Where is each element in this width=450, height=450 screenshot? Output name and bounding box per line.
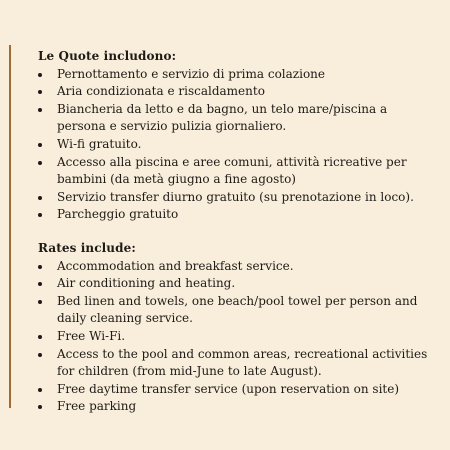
english-list bbox=[38, 258, 430, 416]
bullet-icon bbox=[38, 265, 42, 269]
bullet-icon bbox=[38, 335, 42, 339]
bullet-icon bbox=[38, 161, 42, 165]
list-item bbox=[38, 328, 430, 346]
italian-section bbox=[38, 48, 430, 224]
bullet-icon bbox=[38, 405, 42, 409]
accent-bar bbox=[9, 45, 11, 408]
list-item-text: Aria condizionata e riscaldamento bbox=[57, 84, 265, 99]
bullet-icon bbox=[38, 353, 42, 357]
list-item bbox=[38, 293, 430, 328]
italian-list bbox=[38, 66, 430, 224]
list-item-text: Access to the pool and common areas, recreational activities for children (from mid-June to late August). bbox=[57, 346, 428, 379]
list-item bbox=[38, 398, 430, 416]
list-item-text: Free parking bbox=[57, 399, 137, 414]
list-item-text: Parcheggio gratuito bbox=[57, 207, 179, 222]
list-item-text: Accommodation and breakfast service. bbox=[57, 258, 294, 273]
list-item bbox=[38, 381, 430, 399]
list-item bbox=[38, 154, 430, 189]
bullet-icon bbox=[38, 300, 42, 304]
list-item bbox=[38, 206, 430, 224]
list-item bbox=[38, 275, 430, 293]
list-item bbox=[38, 66, 430, 84]
bullet-icon bbox=[38, 213, 42, 217]
list-item bbox=[38, 258, 430, 276]
list-item-text: Air conditioning and heating. bbox=[57, 276, 236, 291]
english-section bbox=[38, 240, 430, 416]
list-item-text: Wi-fi gratuito. bbox=[57, 136, 142, 151]
list-item bbox=[38, 83, 430, 101]
list-item-text: Bed linen and towels, one beach/pool towel per person and daily cleaning service. bbox=[57, 293, 418, 326]
list-item-text: Free Wi-Fi. bbox=[57, 328, 126, 343]
list-item-text: Pernottamento e servizio di prima colazione bbox=[57, 66, 326, 81]
section-divider bbox=[38, 224, 430, 240]
bullet-icon bbox=[38, 73, 42, 77]
italian-section-title: Le Quote includono: bbox=[38, 49, 177, 63]
list-item-text: Servizio transfer diurno gratuito (su prenotazione in loco). bbox=[57, 189, 414, 204]
list-item-text: Biancheria da letto e da bagno, un telo mare/piscina a persona e servizio pulizia giornaliero. bbox=[57, 101, 388, 134]
list-item bbox=[38, 101, 430, 136]
bullet-icon bbox=[38, 388, 42, 392]
rates-content bbox=[38, 48, 430, 416]
bullet-icon bbox=[38, 108, 42, 112]
list-item bbox=[38, 136, 430, 154]
bullet-icon bbox=[38, 90, 42, 94]
list-item bbox=[38, 346, 430, 381]
english-section-title: Rates include: bbox=[38, 240, 136, 255]
list-item-text: Accesso alla piscina e aree comuni, attività ricreative per bambini (da metà giugno a fine agosto) bbox=[57, 154, 407, 187]
bullet-icon bbox=[38, 196, 42, 200]
list-item bbox=[38, 189, 430, 207]
list-item-text: Free daytime transfer service (upon reservation on site) bbox=[57, 381, 400, 396]
bullet-icon bbox=[38, 282, 42, 286]
bullet-icon bbox=[38, 143, 42, 147]
